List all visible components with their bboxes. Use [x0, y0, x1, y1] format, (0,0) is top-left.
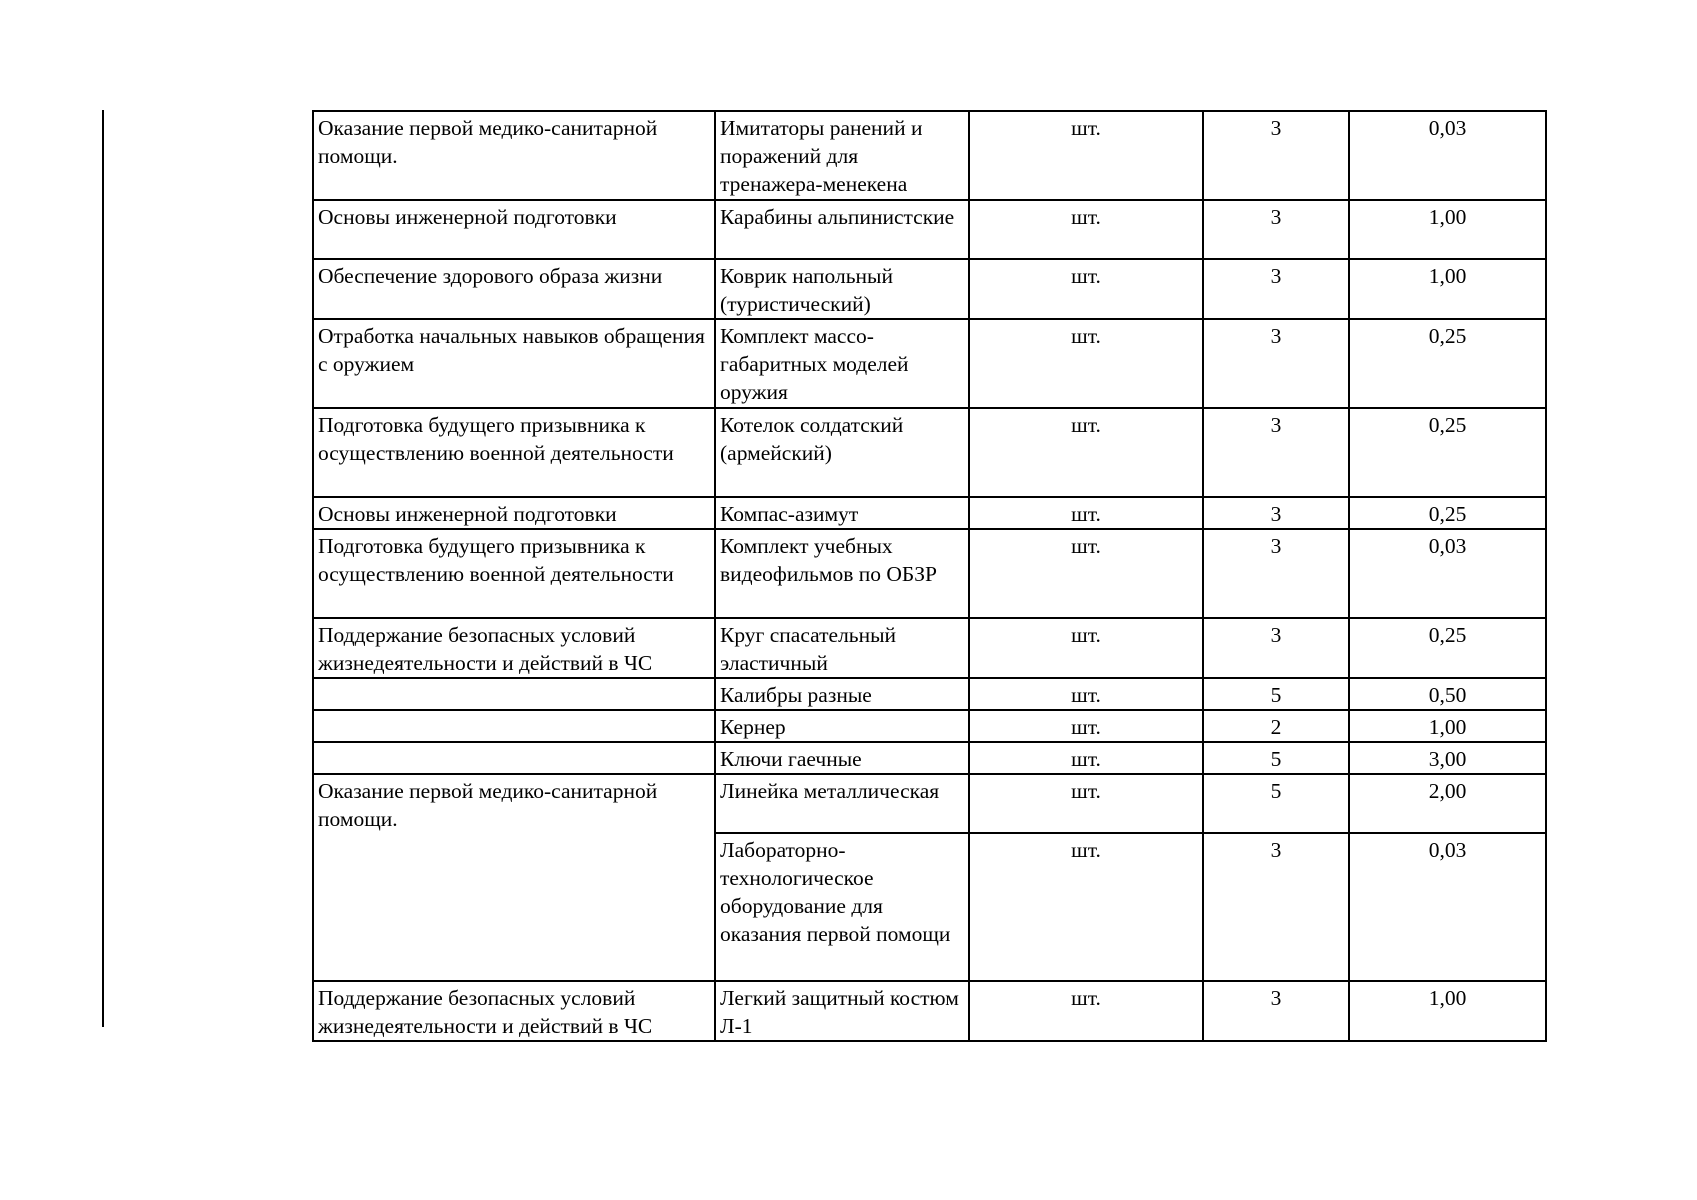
item-cell: Легкий защитный костюм Л-1 [715, 981, 969, 1041]
value-cell: 0,25 [1349, 618, 1546, 678]
value-cell: 0,25 [1349, 319, 1546, 408]
qty-cell: 3 [1203, 259, 1349, 319]
unit-cell: шт. [969, 774, 1203, 833]
unit-cell: шт. [969, 200, 1203, 259]
unit-cell: шт. [969, 111, 1203, 200]
unit-cell: шт. [969, 742, 1203, 774]
unit-cell: шт. [969, 497, 1203, 529]
unit-cell: шт. [969, 618, 1203, 678]
table-row [313, 981, 1546, 1041]
qty-cell: 5 [1203, 678, 1349, 710]
section-cell: Подготовка будущего призывника к осуществлению военной деятельности [313, 408, 715, 497]
section-cell [313, 710, 715, 742]
item-cell: Линейка металлическая [715, 774, 969, 833]
table-row [313, 111, 1546, 200]
unit-cell: шт. [969, 833, 1203, 981]
section-cell: Подготовка будущего призывника к осуществлению военной деятельности [313, 529, 715, 618]
item-cell: Кернер [715, 710, 969, 742]
value-cell: 0,50 [1349, 678, 1546, 710]
table-row [313, 529, 1546, 618]
qty-cell: 3 [1203, 618, 1349, 678]
value-cell: 0,03 [1349, 833, 1546, 981]
unit-cell: шт. [969, 319, 1203, 408]
page-margin-line [102, 110, 104, 1027]
item-cell: Круг спасательный эластичный [715, 618, 969, 678]
section-cell: Оказание первой медико-санитарной помощи. [313, 111, 715, 200]
unit-cell: шт. [969, 981, 1203, 1041]
table-row [313, 497, 1546, 529]
section-cell: Поддержание безопасных условий жизнедеятельности и действий в ЧС [313, 618, 715, 678]
item-cell: Компас-азимут [715, 497, 969, 529]
value-cell: 0,25 [1349, 408, 1546, 497]
qty-cell: 3 [1203, 200, 1349, 259]
table-row [313, 200, 1546, 259]
value-cell: 3,00 [1349, 742, 1546, 774]
qty-cell: 5 [1203, 742, 1349, 774]
section-cell: Основы инженерной подготовки [313, 497, 715, 529]
table-row [313, 408, 1546, 497]
table-row [313, 678, 1546, 710]
value-cell: 0,03 [1349, 529, 1546, 618]
table-row [313, 259, 1546, 319]
table-row [313, 710, 1546, 742]
qty-cell: 3 [1203, 981, 1349, 1041]
value-cell: 1,00 [1349, 200, 1546, 259]
value-cell: 1,00 [1349, 259, 1546, 319]
item-cell: Котелок солдатский (армейский) [715, 408, 969, 497]
unit-cell: шт. [969, 710, 1203, 742]
section-cell: Оказание первой медико-санитарной помощи. [313, 774, 715, 981]
section-cell: Основы инженерной подготовки [313, 200, 715, 259]
equipment-table [312, 110, 1547, 1042]
qty-cell: 3 [1203, 833, 1349, 981]
item-cell: Комплект массо-габаритных моделей оружия [715, 319, 969, 408]
qty-cell: 3 [1203, 319, 1349, 408]
section-cell: Поддержание безопасных условий жизнедеятельности и действий в ЧС [313, 981, 715, 1041]
item-cell: Комплект учебных видеофильмов по ОБЗР [715, 529, 969, 618]
qty-cell: 5 [1203, 774, 1349, 833]
qty-cell: 3 [1203, 111, 1349, 200]
value-cell: 0,25 [1349, 497, 1546, 529]
unit-cell: шт. [969, 259, 1203, 319]
table-row [313, 774, 1546, 833]
section-cell: Отработка начальных навыков обращения с оружием [313, 319, 715, 408]
value-cell: 1,00 [1349, 710, 1546, 742]
table-row [313, 742, 1546, 774]
item-cell: Ключи гаечные [715, 742, 969, 774]
unit-cell: шт. [969, 408, 1203, 497]
qty-cell: 3 [1203, 529, 1349, 618]
table-row [313, 319, 1546, 408]
table-row [313, 618, 1546, 678]
item-cell: Коврик напольный (туристический) [715, 259, 969, 319]
qty-cell: 3 [1203, 408, 1349, 497]
value-cell: 0,03 [1349, 111, 1546, 200]
item-cell: Калибры разные [715, 678, 969, 710]
item-cell: Имитаторы ранений и поражений для тренажера-менекена [715, 111, 969, 200]
value-cell: 1,00 [1349, 981, 1546, 1041]
item-cell: Карабины альпинистские [715, 200, 969, 259]
qty-cell: 3 [1203, 497, 1349, 529]
section-cell: Обеспечение здорового образа жизни [313, 259, 715, 319]
section-cell [313, 742, 715, 774]
value-cell: 2,00 [1349, 774, 1546, 833]
section-cell [313, 678, 715, 710]
item-cell: Лабораторно-технологическое оборудование для оказания первой помощи [715, 833, 969, 981]
unit-cell: шт. [969, 678, 1203, 710]
unit-cell: шт. [969, 529, 1203, 618]
qty-cell: 2 [1203, 710, 1349, 742]
